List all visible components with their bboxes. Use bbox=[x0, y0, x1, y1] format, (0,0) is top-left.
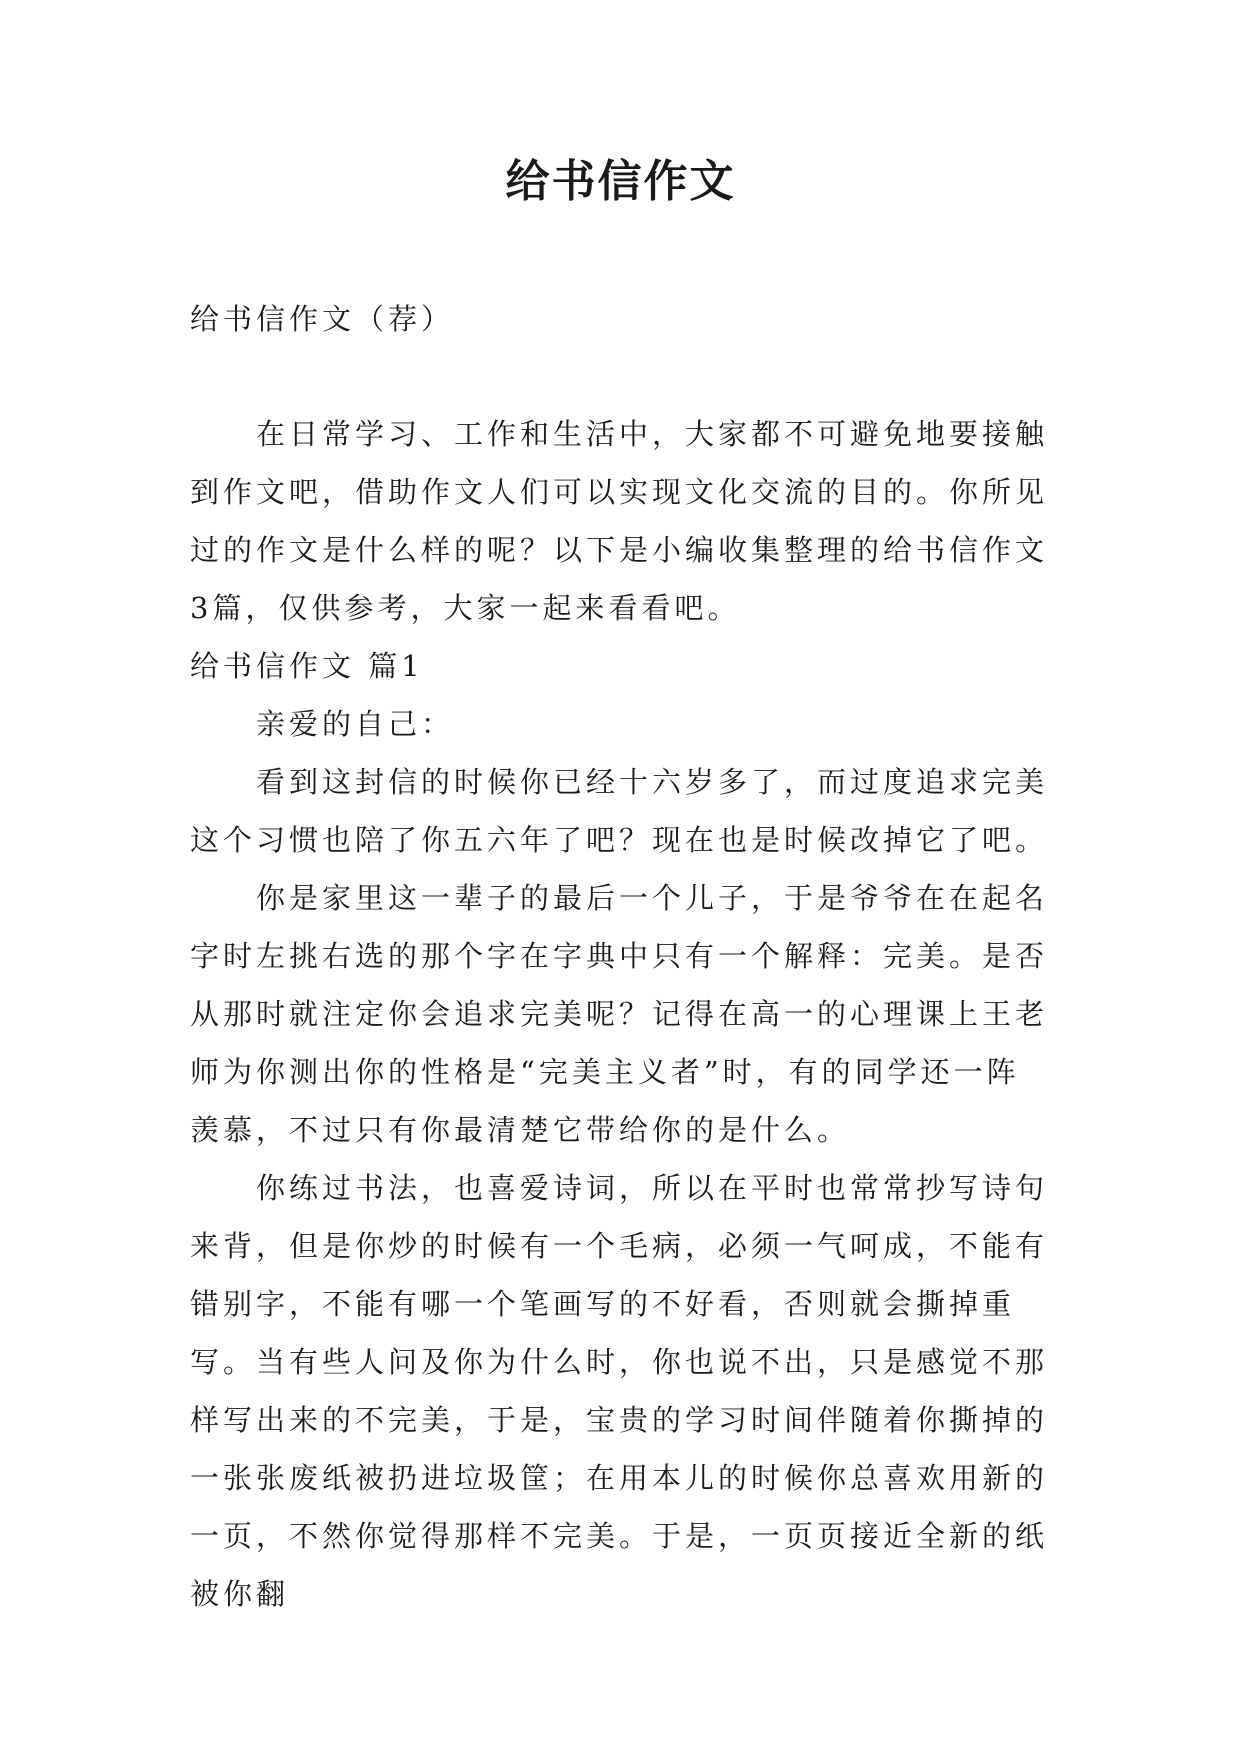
document-body bbox=[190, 405, 1052, 1623]
section-heading: 给书信作文 篇1 bbox=[190, 649, 424, 683]
body-paragraph: 看到这封信的时候你已经十六岁多了，而过度追求完美这个习惯也陪了你五六年了吧？现在也是时候改掉它了吧。 bbox=[190, 765, 1049, 857]
document-title: 给书信作文 bbox=[505, 156, 736, 207]
letter-salutation: 亲爱的自己： bbox=[256, 707, 455, 741]
body-paragraph: 你练过书法，也喜爱诗词，所以在平时也常常抄写诗句来背，但是你炒的时候有一个毛病，必须一气呵成，不能有错别字，不能有哪一个笔画写的不好看，否则就会撕掉重写。当有些人问及你为什么时，你也说不出，只是感觉不那样写出来的不完美，于是，宝贵的学习时间伴随着你撕掉的一张张废纸被扔进垃圾筐；在用本儿的时候你总喜欢用新的一页，不然你觉得那样不完美。于是，一页页接近全新的纸被你翻 bbox=[190, 1171, 1049, 1611]
intro-paragraph: 在日常学习、工作和生活中，大家都不可避免地要接触到作文吧，借助作文人们可以实现文化交流的目的。你所见过的作文是什么样的呢？以下是小编收集整理的给书信作文3篇，仅供参考，大家一起来看看吧。 bbox=[190, 417, 1049, 625]
body-paragraph: 你是家里这一辈子的最后一个儿子，于是爷爷在在起名字时左挑右选的那个字在字典中只有一个解释：完美。是否从那时就注定你会追求完美呢？记得在高一的心理课上王老师为你测出你的性格是“完美主义者”时，有的同学还一阵羡慕，不过只有你最清楚它带给你的是什么。 bbox=[190, 881, 1049, 1147]
document-subtitle: 给书信作文（荐） bbox=[190, 302, 455, 336]
